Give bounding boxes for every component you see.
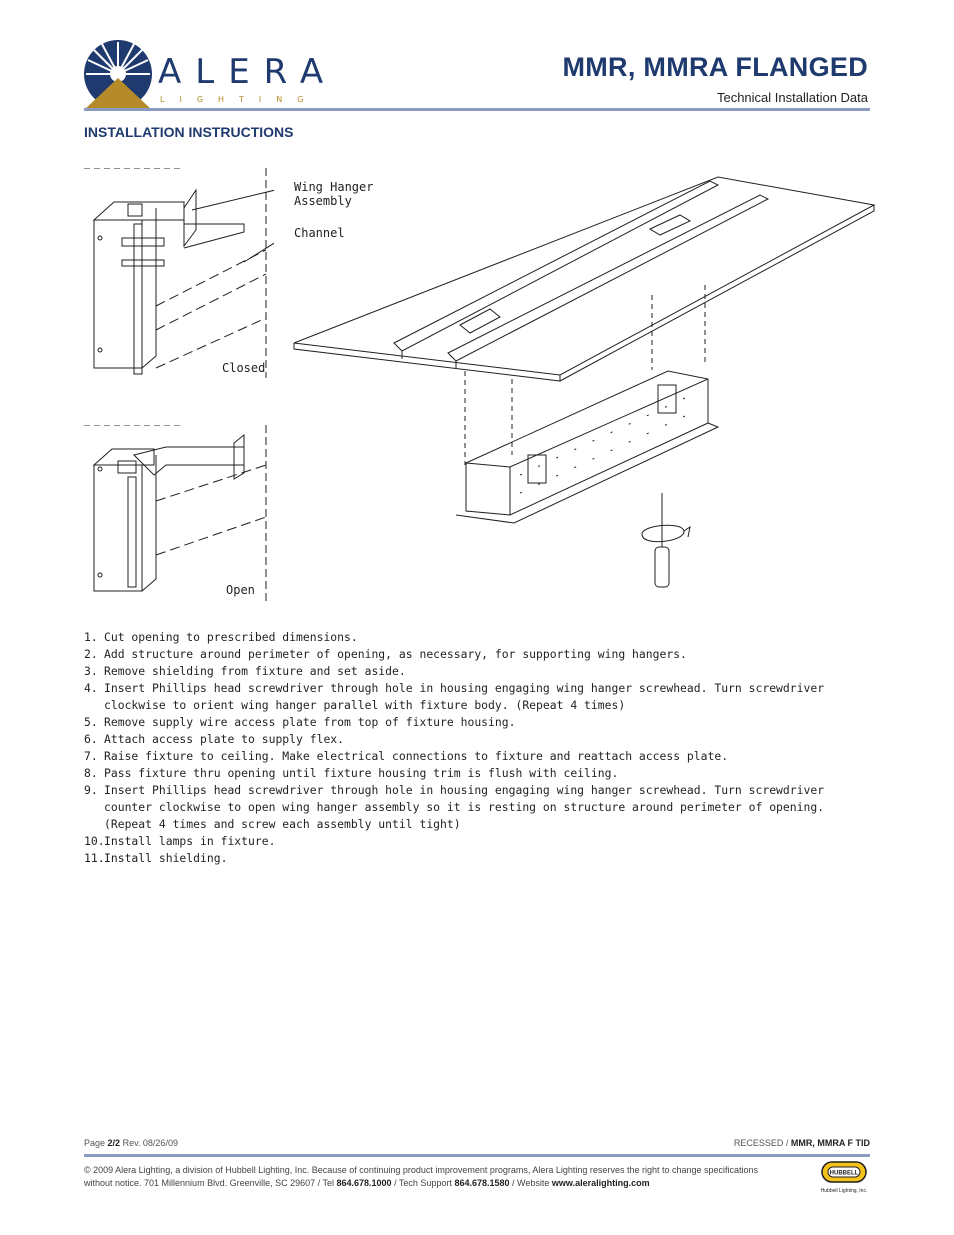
brand-tagline: LIGHTING (160, 95, 319, 104)
step-number: 2. (84, 647, 98, 661)
label-closed: Closed (222, 361, 266, 375)
step-number: 7. (84, 749, 98, 763)
tech-support-number: 864.678.1580 (454, 1178, 510, 1188)
page-info (84, 1138, 178, 1148)
list-item (84, 680, 874, 714)
footer-divider (84, 1154, 870, 1157)
step-text: Install shielding. (104, 851, 228, 865)
list-item (84, 782, 874, 833)
brand-name: ALERA (158, 52, 338, 92)
step-text: Pass fixture thru opening until fixture housing trim is flush with ceiling. (104, 766, 619, 780)
list-item (84, 629, 874, 646)
phone-number: 864.678.1000 (336, 1178, 392, 1188)
step-text: Insert Phillips head screwdriver through hole in housing engaging wing hanger screwhead. Turn screwdriver clockwise to orient wing hanger parallel with fixture body. (Repeat 4 times) (104, 681, 825, 712)
installation-steps (84, 629, 874, 867)
website-label: / Website (512, 1178, 550, 1188)
wing-hanger-open-diagram (84, 425, 274, 605)
hubbell-logo (818, 1160, 872, 1196)
category: RECESSED / (733, 1138, 789, 1148)
copyright-text: © 2009 Alera Lighting, a division of Hubbell Lighting, Inc. Because of continuing product improvement programs, Alera Lighting reserves the right to change specifications without notice. 701 Millennium Blvd. Greenville, SC 29607 / Tel (84, 1165, 759, 1188)
revision-date: Rev. 08/26/09 (122, 1138, 178, 1148)
page-title: MMR, MMRA FLANGED (562, 52, 868, 82)
label-channel: Channel (294, 226, 345, 240)
step-number: 3. (84, 664, 98, 678)
document-reference (734, 1138, 870, 1148)
step-number: 6. (84, 732, 98, 746)
list-item (84, 765, 874, 782)
copyright-notice (84, 1164, 784, 1190)
list-item (84, 731, 874, 748)
tech-support-label: / Tech Support (394, 1178, 452, 1188)
step-text: Attach access plate to supply flex. (104, 732, 345, 746)
list-item (84, 646, 874, 663)
step-text: Remove shielding from fixture and set aside. (104, 664, 406, 678)
screwdriver-icon (642, 493, 690, 587)
step-text: Insert Phillips head screwdriver through hole in housing engaging wing hanger screwhead. Turn screwdriver counter clockwise to open wing hanger assembly so it is resting on structure around perimeter of opening. (Repeat 4 times and screw each assembly until tight) (104, 783, 825, 831)
step-number: 1. (84, 630, 98, 644)
page-subtitle: Technical Installation Data (716, 90, 868, 105)
fixture-installation-diagram (290, 175, 880, 605)
ceiling-panel (294, 177, 874, 381)
label-wing-hanger: Wing Hanger (294, 180, 374, 194)
label-open: Open (226, 583, 255, 597)
doc-ref: MMR, MMRA F TID (790, 1138, 870, 1148)
section-heading: INSTALLATION INSTRUCTIONS (84, 124, 294, 140)
step-text: Install lamps in fixture. (104, 834, 276, 848)
list-item (84, 748, 874, 765)
hubbell-caption: Hubbell Lighting, Inc. (820, 1188, 868, 1194)
step-number: 8. (84, 766, 98, 780)
list-item (84, 850, 874, 867)
step-text: Cut opening to prescribed dimensions. (104, 630, 358, 644)
page-label: Page (84, 1138, 106, 1148)
hubbell-badge-text: HUBBELL (829, 1170, 859, 1177)
list-item (84, 714, 874, 731)
step-text: Remove supply wire access plate from top of fixture housing. (104, 715, 516, 729)
step-text: Raise fixture to ceiling. Make electrical connections to fixture and reattach access plate. (104, 749, 729, 763)
fixture-housing (456, 371, 718, 523)
page-number: 2/2 (107, 1138, 121, 1148)
step-number: 9. (84, 783, 98, 797)
step-text: Add structure around perimeter of opening, as necessary, for supporting wing hangers. (104, 647, 687, 661)
list-item (84, 833, 874, 850)
step-number: 4. (84, 681, 98, 695)
step-number: 5. (84, 715, 98, 729)
website-link[interactable]: www.aleralighting.com (551, 1178, 650, 1188)
list-item (84, 663, 874, 680)
header-divider (84, 108, 870, 111)
step-number: 10. (84, 834, 105, 848)
sunburst-icon (84, 40, 152, 110)
step-number: 11. (84, 851, 105, 865)
wing-hanger-closed-diagram (84, 168, 274, 378)
channel-rails (394, 181, 768, 369)
label-assembly: Assembly (294, 194, 352, 208)
